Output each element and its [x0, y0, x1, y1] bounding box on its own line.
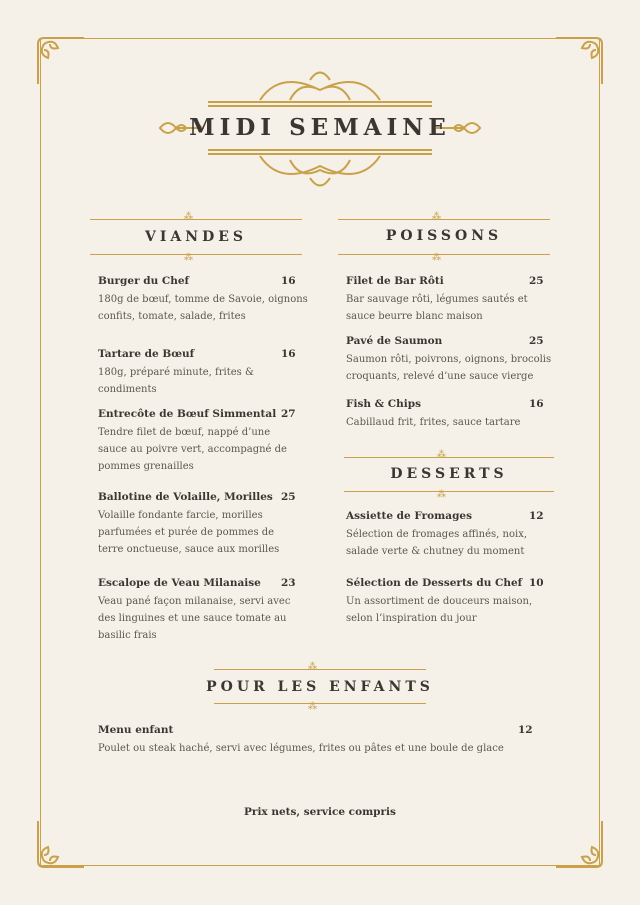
footer-note: Prix nets, service compris: [244, 806, 396, 818]
item-description: Sélection de fromages affinés, noix, salade verte & chutney du moment: [346, 529, 528, 557]
item-name: Escalope de Veau Milanaise: [98, 577, 261, 589]
item-price: 25: [529, 335, 544, 347]
ornament-icon: ⁂: [432, 253, 441, 263]
ornament-icon: ⁂: [308, 662, 317, 672]
corner-ornament-icon: [546, 34, 606, 94]
ornament-icon: ⁂: [184, 212, 193, 222]
item-description: Un assortiment de douceurs maison, selon l’inspiration du jour: [346, 596, 533, 624]
item-name: Menu enfant: [98, 724, 174, 736]
item-description: 180g, préparé minute, frites & condiments: [98, 367, 254, 395]
item-description: Volaille fondante farcie, morilles parfumées et purée de pommes de terre onctueuse, sauce aux morilles: [98, 510, 280, 555]
item-description: Tendre filet de bœuf, nappé d’une sauce au poivre vert, accompagné de pommes grenailles: [98, 427, 287, 472]
item-price: 16: [281, 348, 296, 360]
section-heading-poissons: POISSONS: [385, 228, 503, 244]
ornament-icon: ⁂: [432, 212, 441, 222]
item-price: 16: [529, 398, 544, 410]
divider: [338, 254, 550, 255]
ornament-icon: ⁂: [308, 702, 317, 712]
divider: [214, 703, 426, 704]
item-price: 16: [281, 275, 296, 287]
item-price: 25: [529, 275, 544, 287]
corner-ornament-icon: [34, 811, 94, 871]
item-price: 25: [281, 491, 296, 503]
item-description: Veau pané façon milanaise, servi avec des linguines et une sauce tomate au basilic frais: [98, 596, 291, 641]
page-title: MIDI SEMAINE: [189, 114, 451, 141]
item-name: Pavé de Saumon: [346, 335, 443, 347]
item-name: Filet de Bar Rôti: [346, 275, 444, 287]
item-price: 27: [281, 408, 296, 420]
item-description: Cabillaud frit, frites, sauce tartare: [346, 417, 521, 428]
ornament-icon: ⁂: [184, 253, 193, 263]
divider: [90, 219, 302, 220]
corner-ornament-icon: [546, 811, 606, 871]
item-name: Fish & Chips: [346, 398, 422, 410]
ornament-icon: ⁂: [437, 490, 446, 500]
section-heading-enfants: POUR LES ENFANTS: [206, 679, 434, 695]
item-description: Bar sauvage rôti, légumes sautés et sauce beurre blanc maison: [346, 294, 528, 322]
item-name: Tartare de Bœuf: [98, 348, 195, 360]
divider: [338, 219, 550, 220]
section-heading-desserts: DESSERTS: [390, 466, 508, 482]
divider: [344, 491, 554, 492]
item-name: Burger du Chef: [98, 275, 190, 287]
item-description: 180g de bœuf, tomme de Savoie, oignons confits, tomate, salade, frites: [98, 294, 308, 322]
item-price: 10: [529, 577, 544, 589]
item-price: 12: [518, 724, 533, 736]
item-name: Ballotine de Volaille, Morilles: [98, 491, 273, 503]
divider: [344, 457, 554, 458]
section-heading-viandes: VIANDES: [145, 229, 247, 245]
item-description: Saumon rôti, poivrons, oignons, brocolis croquants, relevé d’une sauce vierge: [346, 354, 552, 382]
divider: [90, 254, 302, 255]
item-name: Entrecôte de Bœuf Simmental: [98, 408, 277, 420]
item-name: Assiette de Fromages: [346, 510, 473, 522]
corner-ornament-icon: [34, 34, 94, 94]
item-name: Sélection de Desserts du Chef: [346, 577, 523, 589]
item-price: 12: [529, 510, 544, 522]
item-price: 23: [281, 577, 296, 589]
divider: [214, 669, 426, 670]
item-description: Poulet ou steak haché, servi avec légumes, frites ou pâtes et une boule de glace: [98, 743, 504, 754]
ornament-icon: ⁂: [437, 450, 446, 460]
